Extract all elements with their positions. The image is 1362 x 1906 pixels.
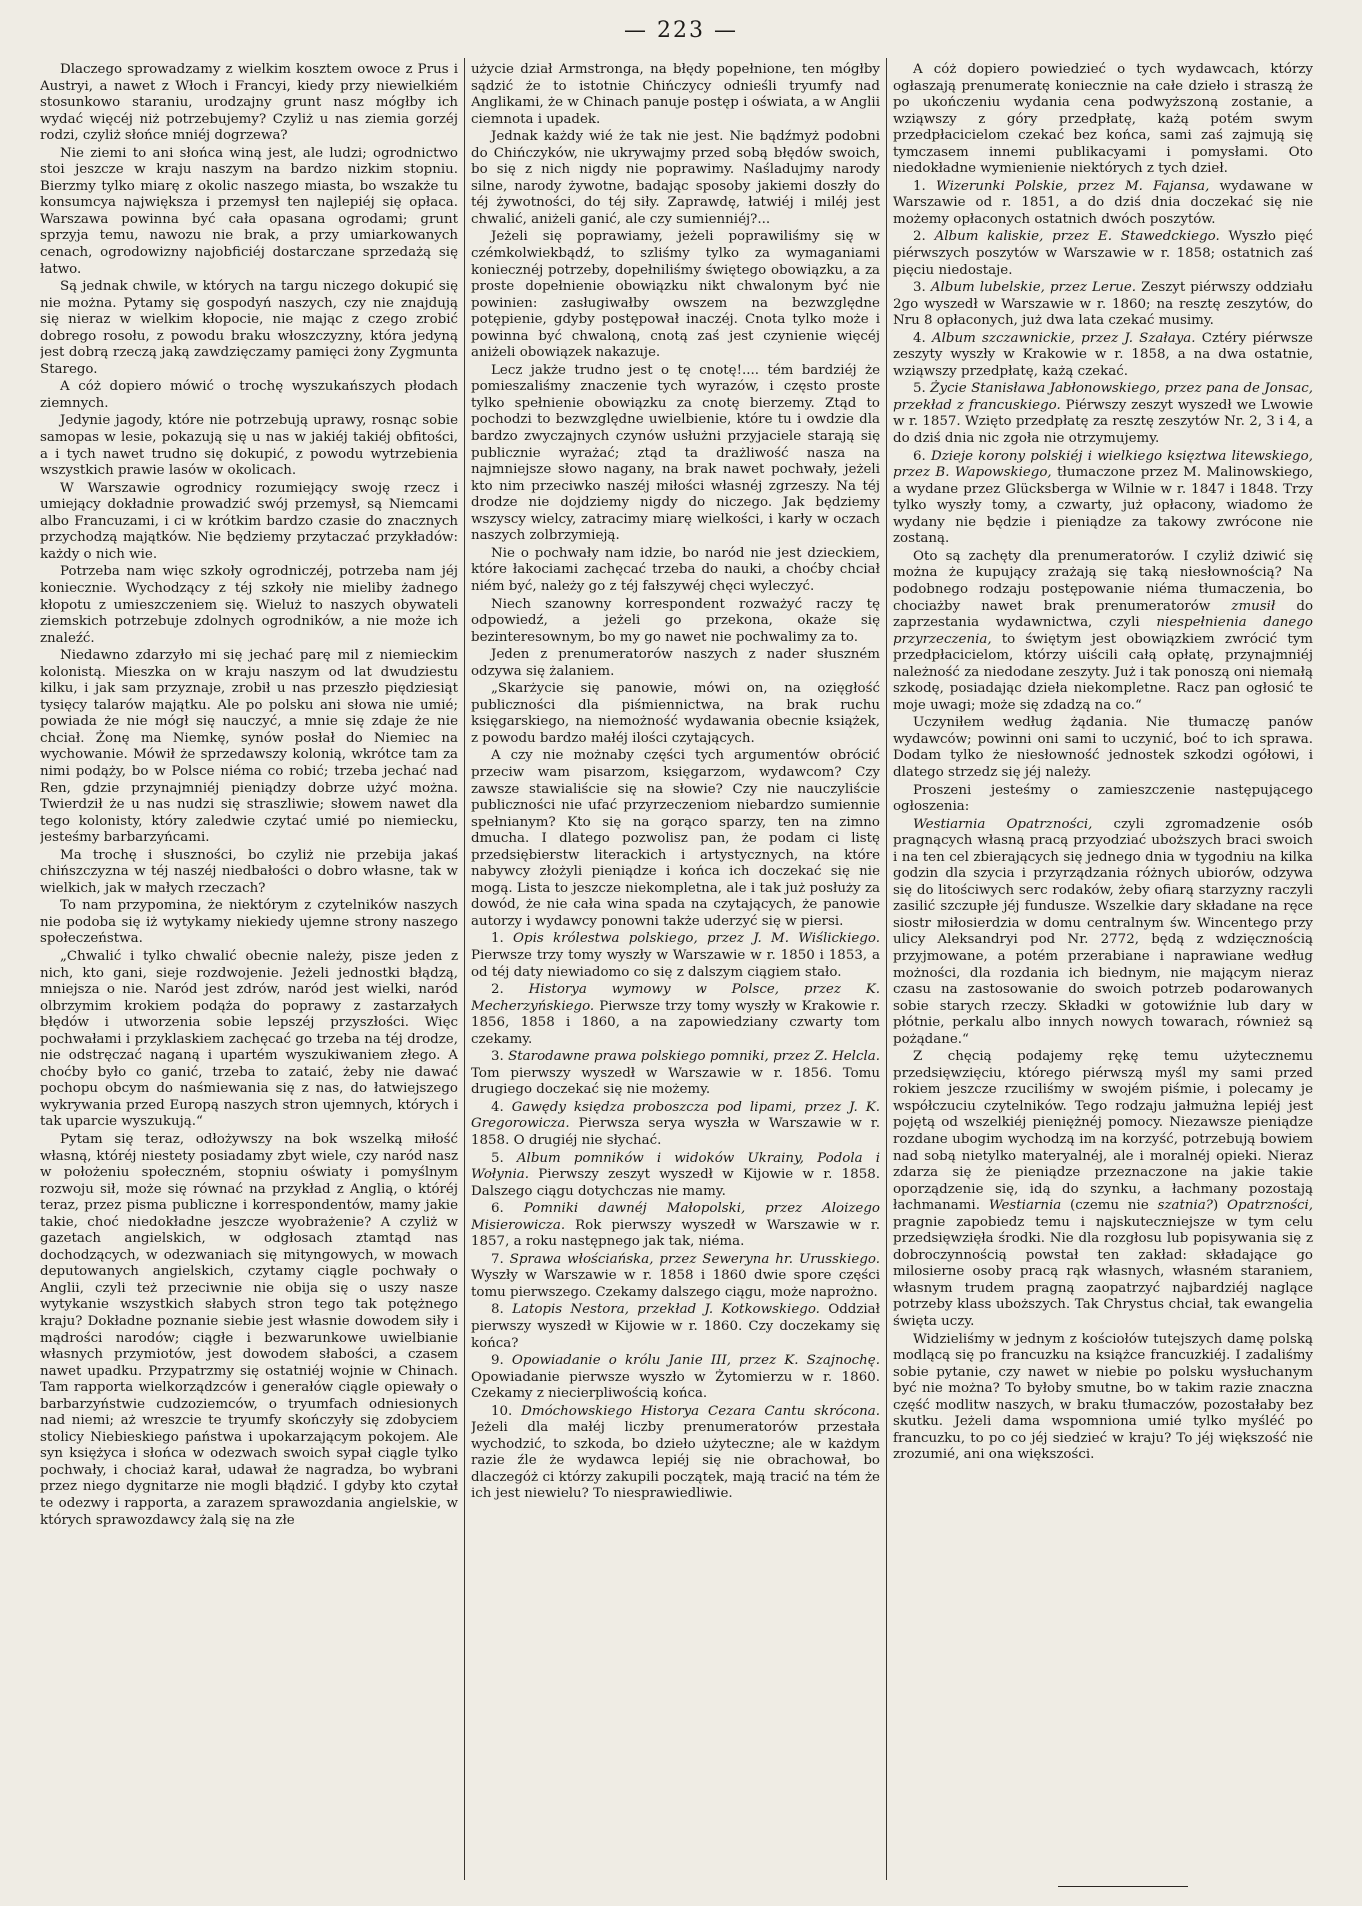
paragraph: 2. Historya wymowy w Polsce, przez K. Mecherzyńskiego. Pierwsze trzy tomy wyszły w Krakowie r. 1856, 1858 i 1860, a na zapowiedziany czwarty tom czekamy.: [471, 982, 880, 1047]
paragraph: Proszeni jesteśmy o zamieszczenie następującego ogłoszenia:: [893, 782, 1313, 815]
paragraph: 5. Życie Stanisława Jabłonowskiego, przez pana de Jonsac, przekład z francuskiego. Piérwszy zeszyt wyszedł we Lwowie w r. 1857. Wzięto przedpłatę za resztę zeszytów Nr. 2, 3 i 4, a do dziś dnia nic zgoła nie otrzymujemy.: [893, 381, 1313, 447]
paragraph: 1. Opis królestwa polskiego, przez J. M. Wiślickiego. Pierwsze trzy tomy wyszły w Warszawie w r. 1850 i 1853, a od téj daty niewiadomo co się z dalszym ciągiem stało.: [471, 931, 880, 980]
column-divider-right: [886, 58, 887, 1880]
paragraph: A czy nie możnaby części tych argumentów obrócić przeciw wam pisarzom, księgarzom, wydawcom? Czy zawsze stawialiście się na słowie? Czy nie nauczyliście publiczności nie ufać przyrzeczeniom niebardzo sumiennie spełnianym? Kto się na gorąco sparzy, ten na zimno dmucha. I dlatego pozwolisz pan, że podam ci listę przedsiębierstw literackich i artystycznych, na które nabywcy złożyli pieniądze i końca ich doczekać się nie mogą. Lista to jeszcze niekompletna, ale i tak już posłuży za dowód, że nie cała wina spada na czytających, że panowie autorzy i wydawcy ponowni także uderzyć się w piersi.: [471, 748, 880, 929]
paragraph: Są jednak chwile, w których na targu niczego dokupić się nie można. Pytamy się gospodyń naszych, czy nie znajdują się nieraz w wielkim kłopocie, nie mając z czego zrobić dobrego rosołu, z powodu braku włoszczyzny, która jedyną jest dobrą rzeczą jaką zawdzięczamy pamięci żony Zygmunta Starego.: [40, 279, 458, 377]
paragraph: Niech szanowny korrespondent rozważyć raczy tę odpowiedź, a jeżeli go przekona, okaże się bezinteresownym, bo my go nawet nie pochwalimy za to.: [471, 596, 880, 645]
paragraph: Jedynie jagody, które nie potrzebują uprawy, rosnąc sobie samopas w lesie, pokazują się u nas w jakiéj takiéj obfitości, a i tych nawet trudno się dokupić, z powodu wytrzebienia wszystkich prawie lasów w okolicach.: [40, 413, 458, 479]
paragraph: 8. Latopis Nestora, przekład J. Kotkowskiego. Oddział pierwszy wyszedł w Kijowie w r. 1860. Czy doczekamy się końca?: [471, 1302, 880, 1351]
paragraph: 4. Album szczawnickie, przez J. Szałaya. Cztéry piérwsze zeszyty wyszły w Krakowie w r. 1858, a na dwa ostatnie, wziąwszy przedpłatę, każą czekać.: [893, 330, 1313, 379]
paragraph: 6. Dzieje korony polskiéj i wielkiego księztwa litewskiego, przez B. Wapowskiego, tłumaczone przez M. Malinowskiego, a wydane przez Glücksberga w Wilnie w r. 1847 i 1848. Trzy tylko wyszły tomy, a czwarty, już opłacony, wiadomo że wydany nie będzie i pieniądze za takowy zwrócone nie zostaną.: [893, 448, 1313, 547]
paragraph: 9. Opowiadanie o królu Janie III, przez K. Szajnochę. Opowiadanie pierwsze wyszło w Żytomierzu w r. 1860. Czekamy z niecierpliwością końca.: [471, 1353, 880, 1402]
paragraph: Jeden z prenumeratorów naszych z nader słuszném odzywa się żalaniem.: [471, 647, 880, 679]
paragraph: Oto są zachęty dla prenumeratorów. I czyliż dziwić się można że kupujący zrażają się taką niesłownością? Na podobnego rodzaju postępowanie niéma tłumaczenia, bo chociażby nawet brak prenumeratorów zmusił do zaprzestania wydawnictwa, czyli niespełnienia danego przyrzeczenia, to świętym jest obowiązkiem zwrócić tym przedpłacicielom, którzy uiścili całą opłatę, przynajmniéj należność za niedodane zeszyty. Już i tak ponoszą oni niemałą szkodę, posiadając dzieła niekompletne. Racz pan ogłosić te moje uwagi; może się zdadzą na co.“: [893, 548, 1313, 713]
paragraph: Potrzeba nam więc szkoły ogrodniczéj, potrzeba nam jéj koniecznie. Wychodzący z téj szkoły nie mieliby żadnego kłopotu z umieszczeniem się. Wieluż to naszych obywateli ziemskich potrzebuje zdolnych ogrodników, a nie może ich znaleźć.: [40, 564, 458, 646]
paragraph: Jeżeli się poprawiamy, jeżeli poprawiliśmy się w czémkolwiekbądź, to szliśmy tylko za wymaganiami koniecznéj potrzeby, dopełniliśmy świętego obowiązku, a za proste dopełnienie obowiązku nikt chwalonym być nie powinien: zasługiwałby owszem na bezwzględne potępienie, gdyby postępował inaczéj. Cnota tylko może i powinna być chwaloną, cnotą zaś jest czynienie więcéj aniżeli obowiązek nakazuje.: [471, 229, 880, 361]
paragraph: „Skarżycie się panowie, mówi on, na ozięgłość publiczności dla piśmiennictwa, na brak ruchu księgarskiego, na niemożność wydawania obecnie książek, z powodu bardzo małéj ilości czytających.: [471, 681, 880, 746]
paragraph: „Chwalić i tylko chwalić obecnie należy, pisze jeden z nich, kto gani, sieje rozdwojenie. Jeżeli jednostki błądzą, mniejsza o nie. Naród jest zdrów, naród jest wielki, naród olbrzymim krokiem podąża do poprawy z zastarzałych błędów i utworzenia sobie lepszéj przyszłości. Więc pochwałami i przyklaskiem zachęcać go trzeba na téj drodze, nie odstręczać naganą i upartém wyszukiwaniem złego. A choćby było co ganić, trzeba to zataić, żeby nie dawać pochopu obcym do naśmiewania się z nas, do łatwiejszego wykrywania przed Europą naszych stron ujemnych, których i tak uparcie wyszukują.“: [40, 948, 458, 1130]
paragraph: Uczyniłem według żądania. Nie tłumaczę panów wydawców; powinni oni sami to uczynić, boć to ich sprawa. Dodam tylko że niesłowność jednostek szkodzi ogółowi, i dlatego strzedz się jéj należy.: [893, 715, 1313, 780]
paragraph: A cóż dopiero powiedzieć o tych wydawcach, którzy ogłaszają prenumeratę koniecznie na całe dzieło i straszą że po ukończeniu wydania cena podwyższoną zostanie, a wziąwszy z góry przedpłatę, każą potém swym przedpłacicielom czekać bez końca, sami zaś zajmują się tymczasem innemi publikacyami i pomysłami. Oto niedokładne wymienienie niektórych z tych dzieł.: [893, 62, 1313, 177]
paragraph: Nie ziemi to ani słońca winą jest, ale ludzi; ogrodnictwo stoi jeszcze w kraju naszym na bardzo nizkim stopniu. Bierzmy tylko miarę z okolic naszego miasta, bo wszakże tu konsumcya największa i przemysł ten najlepiéj się opłaca. Warszawa powinna być cała opasana ogrodami; grunt sprzyja temu, nawozu nie brak, a przy umiarkowanych cenach, ogrodowizny najobficiéj dostarczane sprzedażą się łatwo.: [40, 145, 458, 277]
paragraph: Dlaczego sprowadzamy z wielkim kosztem owoce z Prus i Austryi, a nawet z Włoch i Francyi, kiedy przy niewielkiém stosunkowo staraniu, urodzajny grunt nasz mógłby ich wydać więcéj niż potrzebujemy? Czyliż u nas ziemia gorzéj rodzi, czyliż słońce mniéj dogrzewa?: [40, 62, 458, 144]
paragraph: Jednak każdy wié że tak nie jest. Nie bądźmyż podobni do Chińczyków, nie ukrywajmy przed sobą błędów swoich, bo się z nich nigdy nie poprawimy. Naśladujmy narody silne, narody żywotne, badając sposoby jakiemi doszły do téj żywotności, do téj siły. Zaprawdę, łatwiéj i miléj jest chwalić, aniżeli ganić, ale czy sumienniéj?...: [471, 129, 880, 227]
paragraph: Pytam się teraz, odłożywszy na bok wszelką miłość własną, któréj niestety posiadamy zbyt wiele, czy naród nasz w położeniu społeczném, stopniu oświaty i pomyślnym rozwoju sił, może się równać na przykład z Anglią, o któréj teraz, przez pisma publiczne i korrespondentów, mamy jakie takie, choć niedokładne jeszcze wyobrażenie? A czyliż w gazetach angielskich, w odgłosach ztamtąd nas dochodzących, w odezwaniach się mityngowych, w mowach deputowanych angielskich, czytamy ciągle pochwały o Anglii, czyli też przeciwnie nie obija się o uszy nasze wytykanie wszystkich słabych stron tego tak potężnego kraju? Dokładne poznanie siebie jest własnie dowodem siły i mądrości narodów; ciągłe i bezwarunkowe uwielbianie własnych przymiotów, jest dowodem słabości, a czasem nawet upadku. Przypatrzmy się ostatniéj wojnie w Chinach. Tam rapporta wielkorządzców i generałów ciągle opiewały o barbarzyństwie cudzoziemców, o tryumfach odniesionych nad niemi; aż wreszcie te tryumfy skończyły się zdobyciem stolicy Niebieskiego państwa i upokarzającym pokojem. Ale syn księżyca i słońca w odezwach swoich sypał ciągle tylko pochwały, i chociaż karał, udawał że nagradza, bo wybrani przez niego dygnitarze nie mogli błądzić. I gdyby kto czytał te odezwy i rapporta, a zarazem sprawozdania angielskie, w których sprawozdawcy żalą się na złe: [40, 1132, 458, 1528]
paragraph: Westiarnia Opatrzności, czyli zgromadzenie osób pragnących własną pracą przyodziać uboższych braci swoich i na ten cel zbierających się jednego dnia w tygodniu na kilka godzin dla szycia i przyrządzania różnych ubiorów, odzywa się do litościwych serc rodaków, żeby ofiarą starzyzny raczyli zasilić szczupłe jéj fundusze. Wszelkie dary składane na ręce siostr miłosierdzia w domu centralnym św. Wincentego przy ulicy Aleksandryi pod Nr. 2772, będą z wdzięcznością przyjmowane, a potém przerabiane i naprawiane według możności, dla rozdania ich biednym, nie mającym nieraz czasu na zastosowanie do swoich potrzeb podarowanych sobie starych rzeczy. Składki w gotowiźnie lub dary w płótnie, perkalu albo innych nowych towarach, również są pożądane.“: [893, 816, 1313, 1047]
paragraph: To nam przypomina, że niektórym z czytelników naszych nie podoba się iż wytykamy niekiedy ujemne strony naszego społeczeństwa.: [40, 898, 458, 947]
paragraph: W Warszawie ogrodnicy rozumiejący swoję rzecz i umiejący dokładnie prowadzić swój przemysł, są Niemcami albo Francuzami, i ci w krótkim bardzo czasie do znacznych przychodzą majątków. Nie będziemy przytaczać przykładów: każdy o nich wie.: [40, 480, 458, 562]
paragraph: 3. Album lubelskie, przez Lerue. Zeszyt piérwszy oddziału 2go wyszedł w Warszawie w r. 1860; na resztę zeszytów, do Nru 8 opłaconych, już dwa lata czekać musimy.: [893, 280, 1313, 329]
paragraph: 5. Album pomników i widoków Ukrainy, Podola i Wołynia. Pierwszy zeszyt wyszedł w Kijowie w r. 1858. Dalszego ciągu dotychczas nie mamy.: [471, 1150, 880, 1199]
paragraph: Niedawno zdarzyło mi się jechać parę mil z niemieckim kolonistą. Mieszka on w kraju naszym od lat dwudziestu kilku, i jak sam przyznaje, zrobił u nas przeszło piędziesiąt tysięcy talarów majątku. Ale po polsku ani słowa nie umié; powiada że nie mógł się nauczyć, a mnie się zdaje że nie chciał. Żonę ma Niemkę, synów posłał do Niemiec na wychowanie. Mówił że sprzedawszy kolonią, wkrótce tam za nimi podąży, bo w Polsce niéma co robić; trzeba jechać nad Ren, gdzie przynajmniéj pieniądzy dobrze użyć można. Twierdził że u nas nudzi się straszliwie; słowem nawet dla tego kolonisty, który zaledwie czytać umié po niemiecku, jesteśmy barbarzyńcami.: [40, 648, 458, 846]
paragraph: 7. Sprawa włościańska, przez Seweryna hr. Urusskiego. Wyszły w Warszawie w r. 1858 i 1860 dwie spore części tomu pierwszego. Czekamy dalszego ciągu, może naprożno.: [471, 1251, 880, 1300]
paragraph: Widzieliśmy w jednym z kościołów tutejszych damę polską modlącą się po francuzku na książce francuzkiéj. I zadaliśmy sobie pytanie, czy nawet w niebie po polsku wysłuchanym być nie można? To byłoby smutne, bo w takim razie znaczna część modlitw naszych, w braku tłumaczów, pozostałaby bez skutku. Jeżeli dama wspomniona umié tylko myśléć po francuzku, to po co jéj siedzieć w kraju? To jéj większość nie zrozumié, ani ona większości.: [893, 1331, 1313, 1463]
paragraph: 10. Dmóchowskiego Historya Cezara Cantu skrócona. Jeżeli dla małéj liczby prenumeratorów przestała wychodzić, to szkoda, bo dzieło użyteczne; ale w każdym razie źle że wydawca lepiéj się nie obrachował, bo dlaczegóż ci którzy zakupili początek, mają tracić na tém że ich jest niewielu? To niesprawiedliwie.: [471, 1403, 880, 1502]
paragraph: 2. Album kaliskie, przez E. Stawedckiego. Wyszło pięć piérwszych poszytów w Warszawie w r. 1858; ostatnich zaś pięciu niedostaje.: [893, 229, 1313, 278]
paragraph: 6. Pomniki dawnéj Małopolski, przez Aloizego Misierowicza. Rok pierwszy wyszedł w Warszawie w r. 1857, a roku następnego jak tak, niéma.: [471, 1201, 880, 1250]
column-left: [40, 62, 458, 1877]
paragraph: 4. Gawędy księdza proboszcza pod lipami, przez J. K. Gregorowicza. Pierwsza serya wyszła w Warszawie w r. 1858. O drugiéj nie słychać.: [471, 1099, 880, 1148]
paragraph: Nie o pochwały nam idzie, bo naród nie jest dzieckiem, które łakociami zachęcać trzeba do nauki, a choćby chciał niém być, należy go z téj fałszywéj chęci wyleczyć.: [471, 545, 880, 594]
paragraph: A cóż dopiero mówić o trochę wyszukańszych płodach ziemnych.: [40, 379, 458, 411]
paragraph: Z chęcią podajemy rękę temu użytecznemu przedsięwzięciu, którego piérwszą myśl my sami przed rokiem jeszcze rzuciliśmy w swojém piśmie, i polecamy je współczuciu czytelników. Tego rodzaju jałmużna lepiéj jest pojętą od wszelkiéj pieniężnéj pomocy. Niezawsze pieniądze rozdane ubogim wychodzą im na korzyść, potrzebują bowiem nad sobą nietylko materyalnéj, ale i moralnéj opieki. Nieraz zdarza się że pieniądze przeznaczone na jakie takie oporządzenie się, idą do szynku, a łachmany pozostają łachmanami. Westiarnia (czemu nie szatnia?) Opatrzności, pragnie zapobiedz temu i najskuteczniejsze w tym celu przedsięwzięła środki. Nie dla rozgłosu lub popisywania się z dobroczynnością powstał ten zakład: składające go milosierne osoby pracą rąk własnych, własném staraniem, własnym trudem pragną zaopatrzyć najbardziéj naglące potrzeby klass uboższych. Tak Chrystus chciał, tak ewangelia święta uczy.: [893, 1049, 1313, 1330]
paragraph: Ma trochę i słuszności, bo czyliż nie przebija jakaś chińszczyzna w téj naszéj niedbałości o dobro własne, tak w wielkich, jak w małych rzeczach?: [40, 847, 458, 896]
paragraph: 3. Starodawne prawa polskiego pomniki, przez Z. Helcla. Tom pierwszy wyszedł w Warszawie w r. 1856. Tomu drugiego doczekać się nie możemy.: [471, 1049, 880, 1098]
column-middle: [471, 62, 880, 1877]
paragraph: użycie dział Armstronga, na błędy popełnione, ten mógłby sądzić że to istotnie Chińczycy odnieśli tryumfy nad Anglikami, że w Chinach panuje postęp i oświata, a w Anglii ciemnota i upadek.: [471, 62, 880, 127]
column-right: [893, 62, 1313, 1877]
paragraph: 1. Wizerunki Polskie, przez M. Fajansa, wydawane w Warszawie od r. 1851, a do dziś dnia doczekać się nie możemy opłaconych ostatnich dwóch poszytów.: [893, 178, 1313, 227]
paragraph: Lecz jakże trudno jest o tę cnotę!.... tém bardziéj że pomieszaliśmy znaczenie tych wyrazów, i często proste tylko spełnienie obowiązku za cnotę bierzemy. Ztąd to pochodzi to bezwzględne uwielbienie, które tu i owdzie dla bardzo zwyczajnych czynów usłużni przyjaciele starają się publicznie wyrażać; ztąd ta drażliwość nasza na najmniejsze słowo nagany, na brak nawet pochwały, jeżeli kto nim przeciwko naszéj miłości własnéj zgrzeszy. Na téj drodze nie dojdziemy nigdy do niczego. Jak będziemy wszyscy wielcy, zatracimy miarę wielkości, i karły w oczach naszych zolbrzymieją.: [471, 362, 880, 544]
end-rule: [1058, 1886, 1188, 1887]
page-number: — 223 —: [624, 18, 738, 43]
column-divider-left: [464, 58, 465, 1880]
